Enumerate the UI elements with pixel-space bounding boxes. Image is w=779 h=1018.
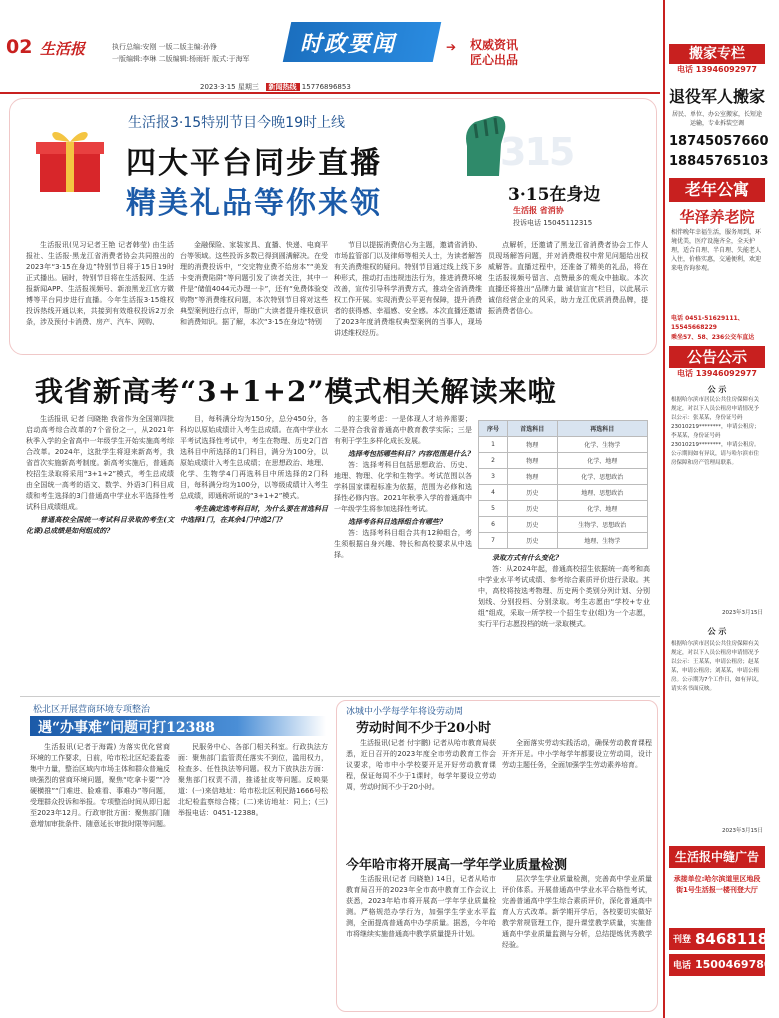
table-cell: 5: [479, 501, 508, 517]
notice-1-body: 根据哈尔滨市居民公共住房保障有关规定，对以下人员公租房申请情况予以公示：张某某，身份证号码23010219********，申请公租房；李某某，身份证号码23010219********，申请公租房。公示期间如有异议，请与哈尔滨市住房保障和房产管理局联系。: [671, 397, 760, 466]
table-cell: 物理: [508, 453, 558, 469]
badge-title: 3·15在身边: [508, 185, 601, 205]
credit-line-1: 执行总编:安刚 一版二版主编:孙铮: [112, 43, 217, 51]
article5-column-1: 生活报讯(记者 闫晓艳) 14日，记者从哈市教育局召开的2023年全市高中教育工作会议上获悉，2023年哈市将开展高一学年学业质量检测。严格规范办学行为，加强学生学业水平监测，全面提高普通高中办学质量。据悉，今年哈市将继续实施普通高中教学质量提升计划。: [346, 875, 496, 938]
ad1-tel: 电话 13946092977: [676, 65, 757, 74]
article2-column-1: 生活报讯 记者 闫晓艳 我省作为全国第四批启动高考综合改革的7个省份之一，从2021年秋季入学的全省高中一年级学生开始实施高考综合改革。2024年，这批学生将迎来新高考，我省首次实施新高考制度。新高考实施后，普通高校招生录取将采用“3+1+2”模式，考生总成绩由全国统一高考的语文、数学、外语3门科目成绩和考生选择的3门普通高中学业水平选择性考试科目成绩组成。 普通高校全国统一考试科目录取的考生(文化课)总成绩是如何组成的?: [26, 415, 174, 535]
hotline-number: 15776896853: [301, 83, 351, 91]
page-number: 02: [6, 36, 33, 58]
article5-title: 今年哈市将开展高一学年学业质量检测: [346, 858, 568, 873]
ad4-header: 生活报中缝广告: [669, 846, 765, 868]
subject-combination-table: [478, 420, 648, 549]
slogan-line-1: 权威资讯: [470, 38, 519, 52]
table-row: [479, 501, 648, 517]
table-cell: 历史: [508, 533, 558, 549]
table-cell: 7: [479, 533, 508, 549]
article2-column-3: 的主要考虑：一是体现人才培养需要；二是符合我省普通高中教育教学实际；三是有利于学生多样化成长发展。 选择考包括哪些科目？内容范围是什么? 答：选择考科目包括思想政治、历史、地理、物理、化学和生物学。考试范围以各学科国家课程标准为依据，范围为必修和选择性必修内容。2021年秋季入学的普通高中一年级学生将参加选择性考试。 选择考各科目选择组合有哪些? 答：选择考科目组合共有12种组合，考生须根据自身兴趣、特长和高校要求从中选择。: [334, 415, 472, 559]
ad1-phone-1: 18745057660: [669, 134, 769, 149]
paper-name: 生活报: [40, 40, 86, 58]
article3-column-1: 生活报讯(记者于海霞) 为落实优化营商环境的工作要求，日前，哈市松北区纪委监委集中力量，整治区域内市场主体和群众普遍反映强烈的营商环境问题，聚焦“吃拿卡要”“冷硬横推”“门难进、脸难看、事难办”等问题，受理群众投诉和举报。专项整治时间从即日起至2023年12月。行政审批方面：聚焦部门随意增加审批条件、随意延长审批时限等问题。: [30, 743, 170, 828]
slogan: [470, 38, 518, 68]
article4-column-2: 全面落实劳动实践活动，确保劳动教育课程开齐开足。中小学每学年都要设立劳动周，设计劳动主题任务，全面加强学生劳动素养培育。: [502, 739, 652, 769]
page-header: [0, 0, 768, 94]
table-row: [479, 485, 648, 501]
ad4-address: 承接单位:哈尔滨道里区地段街1号生活报一楼刊登大厅: [673, 875, 761, 894]
section-title: 时政要闻: [300, 31, 397, 57]
article3-title: 遇“办事难”问题可打12388: [38, 720, 215, 736]
ad1-name: 退役军人搬家: [669, 87, 766, 106]
ad1-phone-2: 18845765103: [669, 154, 769, 169]
ad3-header: 公告公示: [669, 346, 765, 368]
article1-headline-1: 四大平台同步直播: [126, 146, 382, 181]
table-row: [479, 533, 648, 549]
table-cell: 物理: [508, 437, 558, 453]
table-cell: 再选科目: [557, 421, 647, 437]
ad2-header: 老年公寓: [669, 178, 765, 202]
ad4-phone-row-1: [669, 928, 779, 950]
article1-column-3: 节目以提振消费信心为主题，邀请省消协、市场监管部门以及律师等相关人士，为读者解答有关消费维权的疑问。特别节目通过线上线下多种形式，推动打击违规违法行为，推进消费环境改善，宣传引导科学消费方式，推动全省消费维权工作开展。实现消费公平更有保障，提升消费者的获得感、幸福感、安全感。本次直播还邀请了2023年度消费维权典型案例的当事人，现场讲述维权经历。: [334, 241, 482, 337]
table-cell: 化学、地理: [557, 501, 647, 517]
ad4-phone-2: 15004697804: [695, 958, 779, 971]
article4-column-1: 生活报讯(记者 付宇鹏) 记者从哈市教育局获悉，近日召开的2023年度全市劳动教育工作会议要求，哈市中小学校要开足开好劳动教育课程，保证每周不少于1课时，每学年要设立劳动周，劳动时间不少于20小时。: [346, 739, 496, 791]
article2-title: 我省新高考“3+1+2”模式相关解读来啦: [35, 375, 557, 408]
table-row: [479, 437, 648, 453]
article1-headline-2: 精美礼品等你来领: [126, 186, 382, 221]
table-cell: 3: [479, 469, 508, 485]
table-header-row: [479, 421, 648, 437]
question-4: 选择考各科目选择组合有哪些?: [348, 517, 444, 526]
header-rule: [0, 92, 660, 94]
table-cell: 历史: [508, 517, 558, 533]
ad1-header: 搬家专栏: [669, 44, 765, 64]
article4-kicker: 冰城中小学每学年将设劳动周: [346, 707, 464, 717]
table-cell: 化学、思想政治: [557, 469, 647, 485]
table-cell: 历史: [508, 485, 558, 501]
table-cell: 4: [479, 485, 508, 501]
badge-tel: 投诉电话 15045112315: [513, 219, 593, 227]
hotline-bar: [200, 82, 351, 92]
article3-column-2: 民服务中心、各部门相关科室。行政执法方面：聚焦部门监管责任落实不到位，滥用权力，检查多、任性执法等问题。权力下放执法方面：聚焦部门权责不清，推诿扯皮等问题。反映渠道：(一)来信地址：哈市松北区利民路1666号松北纪检监察综合楼；(二)来访地址：同上；(三)举报电话：0451-12388。: [178, 743, 328, 817]
table-row: [479, 517, 648, 533]
table-cell: 物理: [508, 469, 558, 485]
table-cell: 6: [479, 517, 508, 533]
table-cell: 历史: [508, 501, 558, 517]
arrow-icon: ➔: [446, 40, 457, 54]
notice-1-date: 2023年3月15日: [722, 610, 763, 616]
question-5: 录取方式有什么变化?: [492, 553, 560, 562]
table-cell: 地理、生物学: [557, 533, 647, 549]
right-column-rule: [663, 0, 665, 1018]
table-cell: 序号: [479, 421, 508, 437]
gift-box-image: [30, 118, 110, 198]
table-cell: 地理、思想政治: [557, 485, 647, 501]
ad4-label-1: 刊登: [673, 935, 692, 945]
badge-brand: 生活报 省消协: [513, 206, 564, 215]
section-divider: [20, 696, 660, 697]
notice-2-date: 2023年3月15日: [722, 828, 763, 834]
table-row: [479, 453, 648, 469]
ad4-label-2: 电话: [673, 961, 692, 971]
table-cell: 化学、生物学: [557, 437, 647, 453]
article3-kicker: 松北区开展营商环境专项整治: [33, 705, 151, 715]
table-cell: 2: [479, 453, 508, 469]
ad4-phone-1: 84681180: [695, 930, 779, 948]
article2-column-4: 录取方式有什么变化? 答：从2024年起，普通高校招生依据统一高考和高中学业水平考试成绩、参考综合素质评价进行录取。其中，高校将按选考物理、历史两个类别分列计划、分别划线、分别投档、分别录取。考生志愿由“学校+专业组”组成，采取一所学校一个招生专业(组)为一个志愿，实行平行志愿投档的统一录取模式。: [478, 553, 650, 628]
article2-column-2: 目，每科满分均为150分，总分450分，各科均以原始成绩计入考生总成绩。在高中学业水平考试选择性考试中，考生在物理、历史2门首选科目中所选择的1门科目，满分为100分，以原始成绩计入考生总成绩；在思想政治、地理、化学、生物学4门再选科目中所选择的2门科目，每科满分均为100分，以等级成绩计入考生总成绩，即通称所说的“3+1+2”模式。 考生确定选考科目时，为什么要在首选科目中选择1门，在其余4门中选2门?: [180, 415, 328, 524]
issue-date: 2023·3·15 星期三: [200, 83, 259, 91]
table-cell: 化学、地理: [557, 453, 647, 469]
question-2: 考生确定选考科目时，为什么要在首选科目中选择1门，在其余4门中选2门?: [180, 504, 328, 524]
article1-column-2: 金融保险、家装家具、直播、快递、电商平台等领域。这些投诉多数已得到圆满解决。在受理的消费投诉中，“交完物业费不给房本”“美发卡变消费陷阱”等问题引发了读者关注，其中一件是“储值4044元办理一卡”，还有“免费体验变购物”等消费维权问题，本次特别节目将对这些典型案例进行点评，帮助广大读者提升维权意识和消费知识。据了解，本次“3·15在身边”特别: [180, 241, 328, 326]
table-cell: 生物学、思想政治: [557, 517, 647, 533]
ad4-phone-row-2: [669, 954, 779, 976]
article1-column-1: 生活报讯(见习记者王艳 记者韩莹) 由生活报社、生活报·黑龙江省消费者协会共同推出的2023年“3·15在身边”特别节目将于15日19时正式播出。届时，特别节目将在生活报网、生活报新闻APP、生活报视频号、新浪黑龙江官方微博等平台同步进行直播。今年生活报3·15维权投诉热线开通以来，共接到有效维权投诉2万余条，涉及预付卡消费、房产、汽车、网购、: [26, 241, 174, 326]
ad2-phone: 电话 0451-51629111、15545668229: [671, 315, 744, 331]
ad2-address: 乘坐57、58、236公交车直达: [671, 334, 755, 341]
question-3: 选择考包括哪些科目？内容范围是什么?: [348, 449, 472, 458]
notice-2-body: 根据哈尔滨市居民公共住房保障有关规定，对以下人员公租房申请情况予以公示：王某某，申请公租房；赵某某，申请公租房；刘某某，申请公租房。公示期为7个工作日，如有异议，请实名书面反映。: [671, 641, 763, 692]
right-ad-column: [663, 0, 779, 1018]
table-row: [479, 469, 648, 485]
notice-2-heading: 公 示: [707, 627, 727, 636]
credit-line-2: 一版编辑:李琳 二版编辑:杨雨轩 版式:于海军: [112, 55, 250, 63]
table-cell: 1: [479, 437, 508, 453]
hotline-label: 新闻热线: [266, 83, 300, 91]
ad3-tel: 电话 13946092977: [676, 369, 757, 378]
ad2-name: 华泽养老院: [679, 208, 755, 226]
article1-kicker: 生活报3·15特别节目今晚19时上线: [128, 115, 345, 131]
ad2-desc: 相伴晚年幸福生活，服务周到，环境优美，医疗设施齐全，全天护理，适合自理、半自理、失能老人入住，价格实惠，交通便利，欢迎来电咨询参观。: [671, 229, 762, 272]
article4-title: 劳动时间不少于20小时: [356, 721, 492, 736]
article1-column-4: 点解析，还邀请了黑龙江省消费者协会工作人员现场解答问题，并对消费维权中常见问题给出权威解答。直播过程中，还准备了精美的礼品，将在生活报视频号留言、点赞最多的观众中抽取。本次直播还将推出“品牌力量 诚信宣言”栏目，以此展示诚信经营企业的风采，助力龙江优质消费品牌，提振消费者信心。: [488, 241, 648, 315]
ad1-desc: 居民、单位、办公室搬家，长短途运输，专业拆装空调: [671, 111, 762, 127]
question-1: 普通高校全国统一考试科目录取的考生(文化课)总成绩是如何组成的?: [26, 515, 174, 535]
badge-number: 315: [500, 130, 574, 174]
notice-1-heading: 公 示: [707, 385, 727, 394]
table-cell: 首选科目: [508, 421, 558, 437]
slogan-line-2: 匠心出品: [470, 53, 519, 67]
article5-column-2: 层次学生学业质量检测，完善高中学业质量评价体系。开展普通高中学业水平合格性考试，完善普通高中学生综合素质评价，深化普通高中育人方式改革。新学期开学后，各校要切实做好教学常规管理工作，提升课堂教学质量，实施普通高中学业质量监测与分析，总结提炼优秀教学经验。: [502, 875, 652, 949]
